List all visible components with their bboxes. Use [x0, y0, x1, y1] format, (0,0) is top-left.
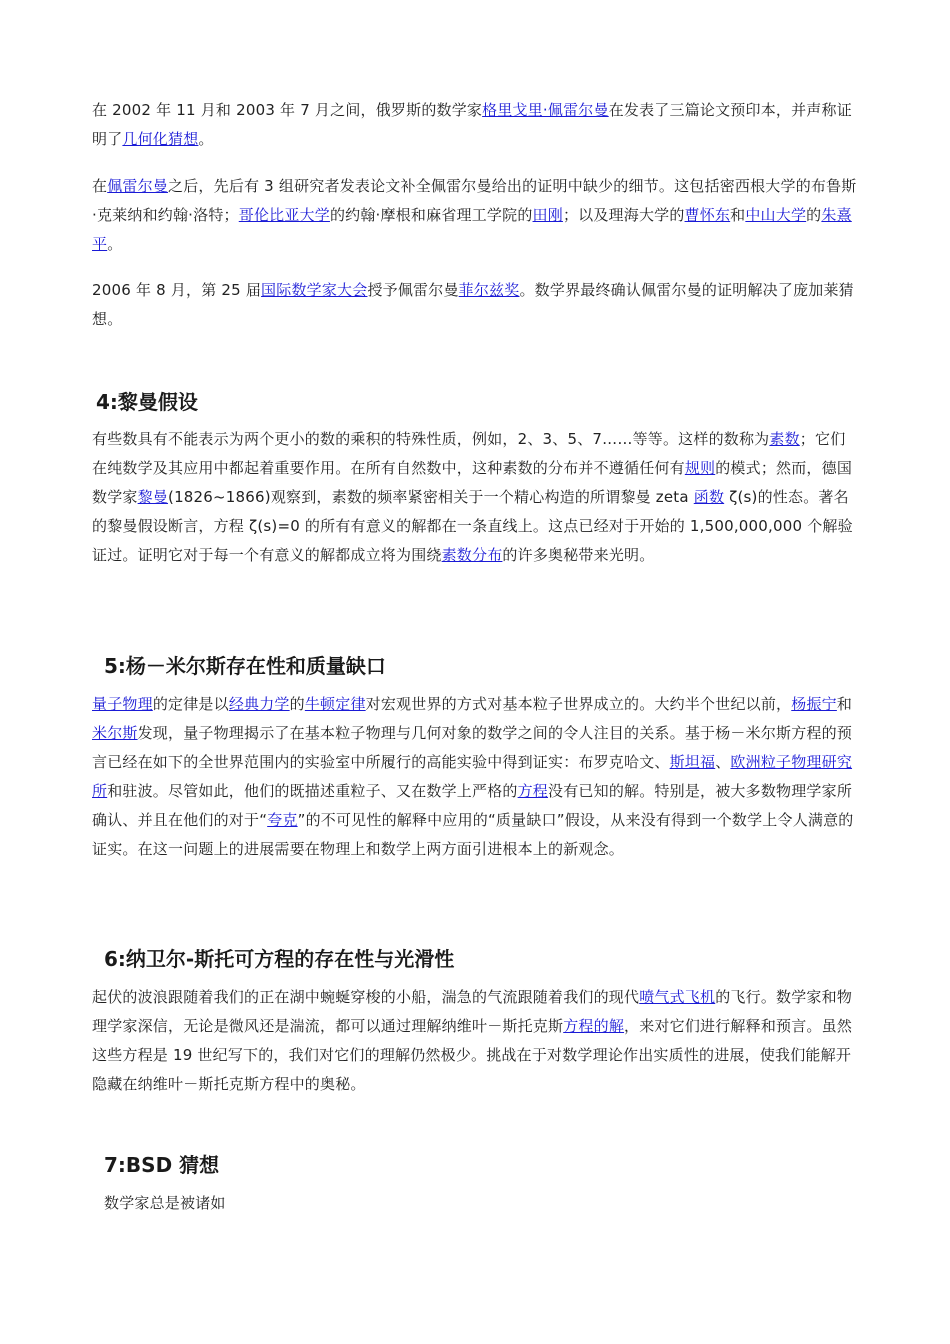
paragraph-yang-mills: [92, 690, 860, 864]
hyperlink[interactable]: 规则: [684, 459, 716, 477]
hyperlink[interactable]: 方程的解: [563, 1017, 625, 1035]
text-run: ζ(s)的性态。著名的黎曼假设断言，方程 ζ(s)=0 的所有有意义的解都在一条直线上。这点已经对于开始的 1,500,000,000 个解验证过。证明它对于每一个有意义的解都成立将为围绕: [92, 488, 853, 564]
text-run: 的: [289, 695, 305, 713]
paragraph-proof-verification: [92, 172, 860, 259]
text-run: ；它们在纯数学及其应用中都起着重要作用。在所有自然数中，这种素数的分布并不遵循任何有: [92, 430, 846, 477]
hyperlink[interactable]: 菲尔兹奖: [458, 281, 520, 299]
hyperlink[interactable]: 斯坦福: [669, 753, 716, 771]
text-run: 在: [92, 177, 108, 195]
text-run: 和: [836, 695, 853, 713]
text-run: 。: [107, 235, 123, 253]
text-run: 的定律是以: [152, 695, 229, 713]
text-run: 的模式；然而，德国数学家: [92, 459, 853, 506]
hyperlink[interactable]: 杨振宁: [791, 695, 837, 713]
text-run: 之后，先后有 3 组研究者发表论文补全佩雷尔曼给出的证明中缺少的细节。这包括密西根大学的布鲁斯·克莱纳和约翰·洛特；: [92, 177, 857, 224]
hyperlink[interactable]: 朱熹平: [92, 206, 852, 253]
hyperlink[interactable]: 函数: [693, 488, 725, 506]
text-run: 的约翰·摩根和麻省理工学院的: [329, 206, 533, 224]
text-run: 数学家总是被诸如: [104, 1194, 226, 1212]
hyperlink[interactable]: 几何化猜想: [122, 130, 199, 148]
text-run: 有些数具有不能表示为两个更小的数的乘积的特殊性质，例如，2、3、5、7……等等。这样的数称为: [92, 430, 770, 448]
text-run: 授予佩雷尔曼: [367, 281, 459, 299]
hyperlink[interactable]: 格里戈里·佩雷尔曼: [482, 101, 609, 119]
heading-navier-stokes: 6:纳卫尔-斯托可方程的存在性与光滑性: [104, 947, 455, 971]
hyperlink[interactable]: 曹怀东: [684, 206, 731, 224]
paragraph-navier-stokes: [92, 983, 860, 1099]
hyperlink[interactable]: 米尔斯: [92, 724, 138, 742]
paragraph-bsd-conjecture: [104, 1189, 860, 1218]
hyperlink[interactable]: 中山大学: [745, 206, 807, 224]
text-run: 在 2002 年 11 月和 2003 年 7 月之间，俄罗斯的数学家: [92, 101, 483, 119]
text-run: 2006 年 8 月，第 25 届: [92, 281, 262, 299]
hyperlink[interactable]: 哥伦比亚大学: [238, 206, 330, 224]
paragraph-fields-medal: [92, 276, 860, 334]
hyperlink[interactable]: 国际数学家大会: [261, 281, 368, 299]
text-run: 的许多奥秘带来光明。: [502, 546, 655, 564]
heading-bsd-conjecture: 7:BSD 猜想: [104, 1153, 220, 1177]
text-run: 、: [715, 753, 731, 771]
text-run: 的: [806, 206, 822, 224]
text-run: 发现，量子物理揭示了在基本粒子物理与几何对象的数学之间的令人注目的关系。基于杨－米尔斯方程的预言已经在如下的全世界范围内的实验室中所履行的高能实验中得到证实：布罗克哈文、: [92, 724, 853, 771]
text-run: ”的不可见性的解释中应用的“质量缺口”假设，从来没有得到一个数学上令人满意的证实。在这一问题上的进展需要在物理上和数学上两方面引进根本上的新观念。: [92, 811, 854, 858]
text-run: 和驻波。尽管如此，他们的既描述重粒子、又在数学上严格的: [107, 782, 518, 800]
hyperlink[interactable]: 素数分布: [441, 546, 503, 564]
hyperlink[interactable]: 喷气式飞机: [639, 988, 716, 1006]
text-run: ；以及理海大学的: [562, 206, 685, 224]
text-run: (1826~1866)观察到，素数的频率紧密相关于一个精心构造的所谓黎曼 zeta: [168, 488, 694, 506]
heading-riemann-hypothesis: 4:黎曼假设: [96, 390, 198, 414]
hyperlink[interactable]: 黎曼: [137, 488, 169, 506]
text-run: 没有已知的解。特别是，被大多数物理学家所确认、并且在他们的对于“: [92, 782, 853, 829]
hyperlink[interactable]: 素数: [769, 430, 800, 448]
text-run: 在发表了三篇论文预印本，并声称证明了: [92, 101, 852, 148]
text-run: ，来对它们进行解释和预言。虽然这些方程是 19 世纪写下的，我们对它们的理解仍然极少。挑战在于对数学理论作出实质性的进展，使我们能解开隐藏在纳维叶－斯托克斯方程中的奥秘。: [92, 1017, 853, 1093]
hyperlink[interactable]: 量子物理: [92, 695, 153, 713]
hyperlink[interactable]: 佩雷尔曼: [107, 177, 169, 195]
text-run: 对宏观世界的方式对基本粒子世界成立的。大约半个世纪以前，: [365, 695, 792, 713]
hyperlink[interactable]: 夸克: [267, 811, 298, 829]
hyperlink[interactable]: 经典力学: [228, 695, 290, 713]
hyperlink[interactable]: 方程: [517, 782, 549, 800]
text-run: 和: [730, 206, 746, 224]
hyperlink[interactable]: 牛顿定律: [304, 695, 366, 713]
hyperlink[interactable]: 欧洲粒子物理研究所: [92, 753, 853, 800]
paragraph-perelman-preprints: [92, 96, 860, 154]
paragraph-riemann-hypothesis: [92, 425, 860, 570]
text-run: 。: [198, 130, 214, 148]
hyperlink[interactable]: 田刚: [532, 206, 563, 224]
text-run: 的飞行。数学家和物理学家深信，无论是微风还是湍流，都可以通过理解纳维叶－斯托克斯: [92, 988, 853, 1035]
text-run: 起伏的波浪跟随着我们的正在湖中蜿蜒穿梭的小船，湍急的气流跟随着我们的现代: [92, 988, 640, 1006]
heading-yang-mills: 5:杨－米尔斯存在性和质量缺口: [104, 654, 386, 678]
text-run: 。数学界最终确认佩雷尔曼的证明解决了庞加莱猜想。: [92, 281, 854, 328]
